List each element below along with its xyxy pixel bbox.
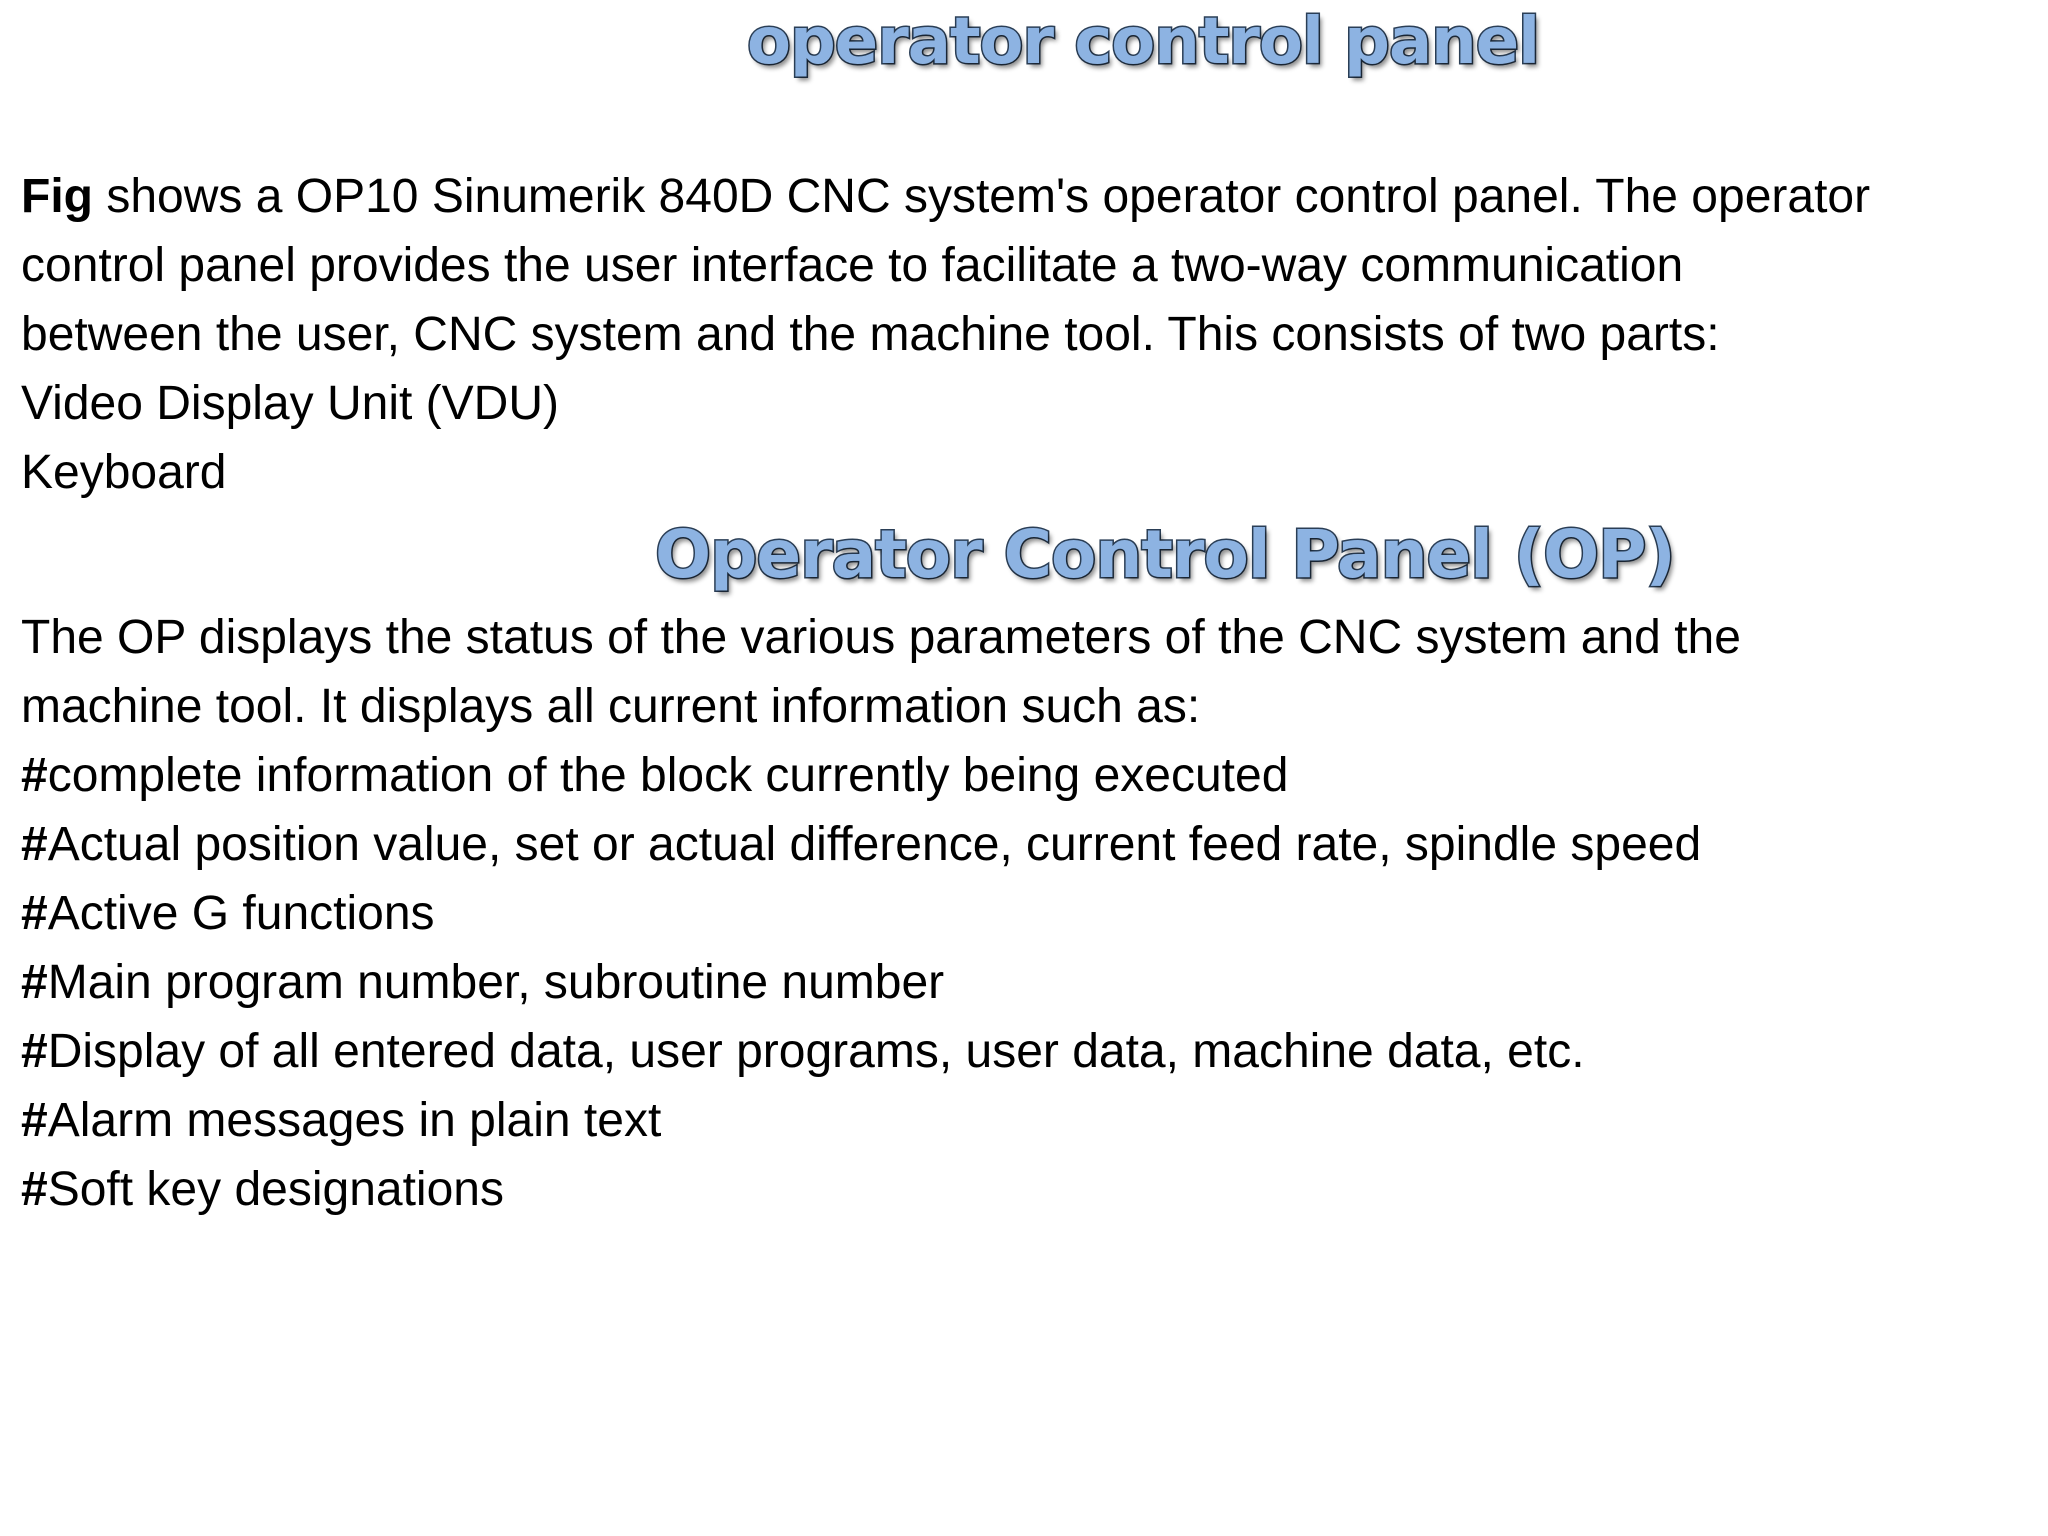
bullet-marker: # [21, 818, 48, 871]
bullet-item [21, 1017, 1741, 1086]
bullet-marker: # [21, 1163, 48, 1216]
bullet-item [21, 879, 1741, 948]
intro-line-1 [21, 162, 1870, 231]
bullet-text: Active G functions [47, 887, 435, 940]
slide-title: operator control panel [747, 5, 1540, 79]
bullet-text: complete information of the block currently being executed [47, 749, 1289, 802]
bullet-item [21, 741, 1741, 810]
bullet-item [21, 1155, 1741, 1224]
op-line-1: The OP displays the status of the various parameters of the CNC system and the [21, 611, 1741, 664]
section-heading-op: Operator Control Panel (OP) [655, 516, 1675, 593]
bullet-text: Alarm messages in plain text [47, 1094, 662, 1147]
bullet-item [21, 948, 1741, 1017]
bullet-marker: # [21, 956, 48, 1009]
fig-label: Fig [21, 170, 93, 223]
bullet-marker: # [21, 749, 48, 802]
part-item-vdu: Video Display Unit (VDU) [21, 377, 559, 430]
bullet-marker: # [21, 887, 48, 940]
bullet-text: Main program number, subroutine number [47, 956, 945, 1009]
intro-line-1-text: shows a OP10 Sinumerik 840D CNC system's operator control panel. The operator [92, 170, 1871, 223]
bullet-text: Soft key designations [47, 1163, 504, 1216]
bullet-item [21, 1086, 1741, 1155]
bullet-text: Display of all entered data, user programs, user data, machine data, etc. [47, 1025, 1585, 1078]
bullet-marker: # [21, 1025, 48, 1078]
intro-paragraph [21, 162, 1870, 507]
op-line-2: machine tool. It displays all current information such as: [21, 680, 1201, 733]
intro-line-3: between the user, CNC system and the machine tool. This consists of two parts: [21, 308, 1720, 361]
bullet-marker: # [21, 1094, 48, 1147]
part-item-keyboard: Keyboard [21, 446, 227, 499]
intro-line-2: control panel provides the user interface to facilitate a two-way communication [21, 239, 1684, 292]
bullet-item [21, 810, 1741, 879]
op-paragraph [21, 603, 1741, 1224]
bullet-text: Actual position value, set or actual difference, current feed rate, spindle speed [47, 818, 1702, 871]
